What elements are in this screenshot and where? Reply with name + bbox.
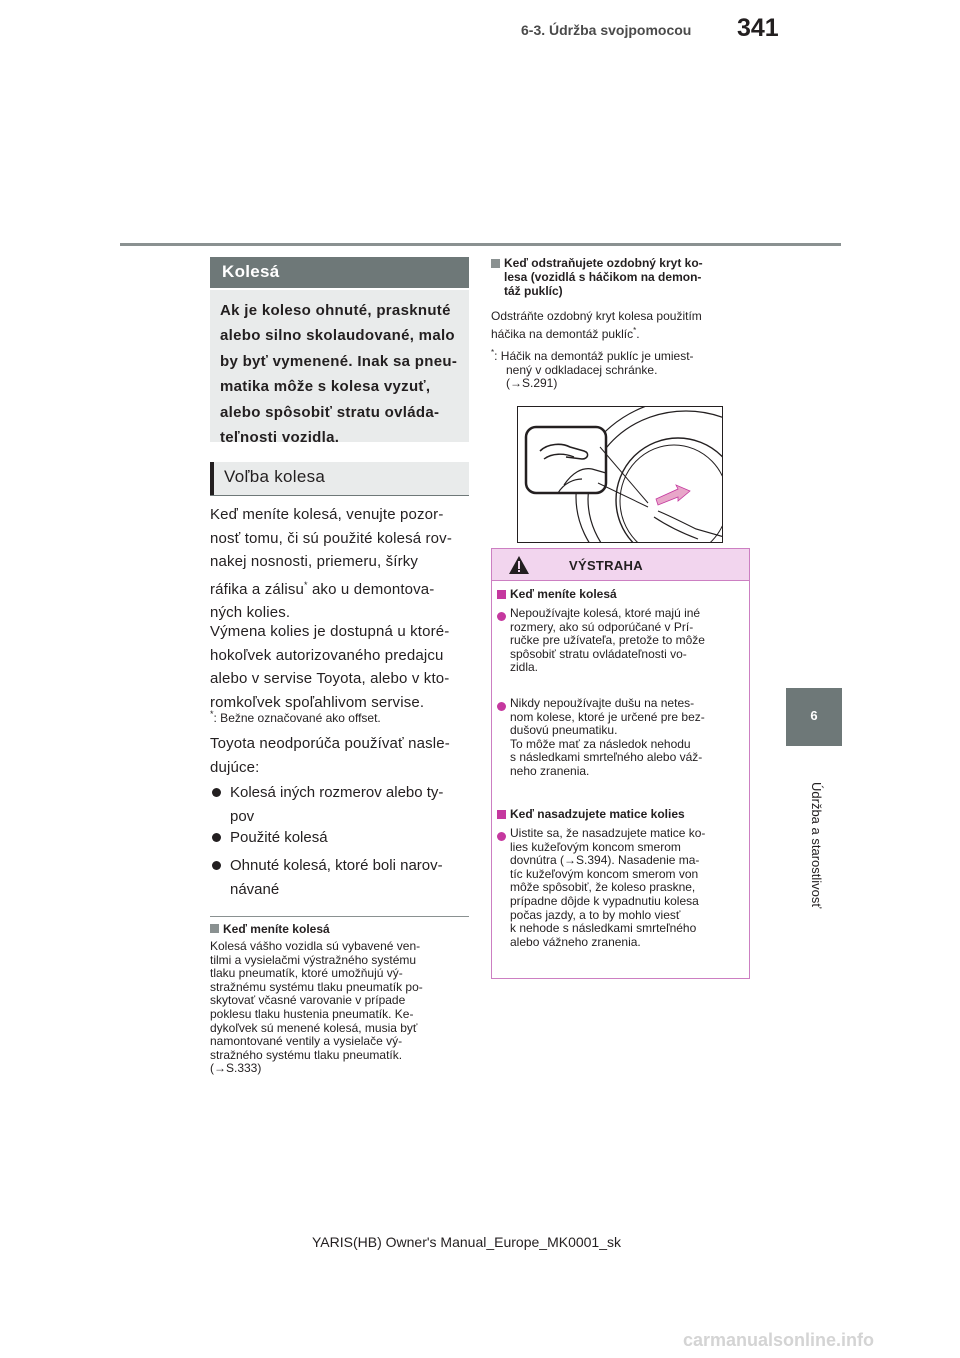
note-divider: [210, 916, 469, 917]
important-notice-box: [210, 290, 469, 447]
page-reference-link[interactable]: (→S.333): [210, 1061, 262, 1076]
square-bullet-icon: [491, 259, 500, 268]
text-line: dujúce:: [210, 758, 260, 776]
text-fragment: : Háčik na demontáž puklíc je umiest-: [494, 349, 694, 363]
hubcap-illustration-svg: [518, 407, 723, 543]
warning-triangle-icon: [508, 555, 530, 575]
text-line: zidla.: [510, 660, 539, 675]
caution-item: [510, 827, 740, 949]
text-line: Nepoužívajte kolesá, ktoré majú iné: [510, 606, 701, 620]
arrow-icon: [656, 485, 690, 505]
note-body: [210, 940, 472, 1076]
text-line: nený v odkladacej schránke.: [506, 362, 658, 377]
chapter-title: [777, 782, 857, 1012]
text-line: Uistite sa, že nasadzujete matice ko-: [510, 826, 706, 840]
text-line: ných kolies.: [210, 604, 291, 621]
text-line: počas jazdy, a to by mohlo viesť: [510, 907, 681, 922]
text-line: ručke pre užívateľa, pretože to môže: [510, 633, 705, 648]
chapter-number: 6: [810, 708, 818, 723]
footnote-marker: *: [303, 579, 308, 590]
caution-header: [492, 549, 749, 581]
text-line: nakej nosnosti, priemeru, šírky: [210, 553, 419, 570]
text-fragment: ako u demontova-: [307, 580, 435, 598]
text-line: lies kužeľovým koncom smerom: [510, 839, 681, 854]
text-line: háčika na demontáž puklíc*.: [491, 325, 640, 341]
square-bullet-icon: [497, 810, 506, 819]
text-line: Kolesá iných rozmerov alebo ty-: [230, 784, 444, 801]
section-title-text: Kolesá: [222, 262, 280, 281]
text-line: poklesu tlaku hustenia pneumatík. Ke-: [210, 1006, 414, 1021]
text-line: namontované ventily a vysielače vý-: [210, 1034, 403, 1049]
square-bullet-icon: [210, 924, 219, 933]
text-line: Odstráňte ozdobný kryt kolesa použitím: [491, 309, 702, 323]
subsection-rule: [210, 495, 469, 496]
watermark[interactable]: carmanualsonline.info: [683, 1330, 875, 1350]
wheel-cover-body: [491, 310, 753, 341]
hubcap-removal-illustration: [517, 406, 723, 543]
text-line: stražnému systému tlaku pneumatík po-: [210, 979, 423, 994]
subsection-heading: [210, 462, 469, 495]
bullet-dot-icon: [497, 702, 506, 711]
text-line: Kolesá vášho vozidla sú vybavené ven-: [210, 939, 421, 953]
chapter-title-text: Údržba a starostlivosť: [809, 782, 824, 909]
text-line: hokoľvek autorizovaného predajcu: [210, 646, 444, 664]
text-line: Keď meníte kolesá, venujte pozor-: [210, 506, 444, 523]
text-line: alebo v servise Toyota, alebo v kto-: [210, 670, 450, 687]
caution-title: VÝSTRAHA: [569, 558, 643, 573]
text-line: skytovať včasné varovanie v prípade: [210, 993, 406, 1008]
page-reference-link[interactable]: (→S.291): [506, 376, 558, 391]
header-rule: [120, 243, 841, 246]
caution-heading: Keď meníte kolesá: [510, 587, 617, 601]
list-item-text: [230, 854, 470, 901]
text-line: dykoľvek sú menené kolesá, musia byť: [210, 1020, 418, 1035]
text-line: prípadne dôjde k vypadnutiu kolesa: [510, 893, 699, 908]
caution-item: [510, 607, 740, 675]
paragraph-replacement: [210, 620, 472, 714]
text-line: s následkami smrteľného alebo váž-: [510, 750, 703, 765]
text-line: k nehode s následkami smrteľného: [510, 921, 697, 936]
text-line: Toyota neodporúča používať nasle-: [210, 735, 450, 752]
bullet-dot-icon: [212, 788, 221, 797]
text-line: Použité kolesá: [230, 829, 328, 846]
list-item-text: [230, 826, 470, 850]
caution-item: [510, 697, 740, 779]
text-line: tíc kužeľovým koncom smerom von: [510, 866, 699, 881]
bullet-dot-icon: [497, 612, 506, 621]
text-line: neho zranenia.: [510, 763, 590, 778]
footnote-marker: *: [210, 709, 214, 719]
text-line: Keď odstraňujete ozdobný kryt ko-: [504, 256, 703, 270]
important-notice-text: Ak je koleso ohnuté, prasknuté alebo silno skolaudované, malo by byť vymenené. Inak sa pneumatika môže s kolesa vyzuť, alebo spôsobiť stratu ovládateľnosti vozidla.: [220, 302, 457, 447]
text-line: To môže mať za následok nehodu: [510, 736, 691, 751]
text-line: nom kolese, ktoré je určené pre bez-: [510, 709, 705, 724]
text-line: dušovú pneumatiku.: [510, 723, 618, 738]
text-line: rozmery, ako sú odporúčané v Prí-: [510, 619, 694, 634]
bullet-dot-icon: [212, 861, 221, 870]
text-line: Výmena kolies je dostupná u ktoré-: [210, 623, 450, 640]
list-item-text: [230, 781, 470, 828]
footnote-marker: *: [491, 348, 495, 357]
subsection-heading-text: Voľba kolesa: [224, 467, 326, 486]
section-title-bar: [210, 257, 469, 288]
text-line: návané: [230, 880, 280, 898]
text-line: Ohnuté kolesá, ktoré boli narov-: [230, 857, 443, 874]
text-line: tlaku pneumatík, ktoré umožňujú vý-: [210, 966, 403, 981]
paragraph-not-recommended: [210, 732, 472, 779]
bullet-dot-icon: [212, 833, 221, 842]
text-line: Nikdy nepoužívajte dušu na netes-: [510, 696, 695, 710]
bullet-dot-icon: [497, 832, 506, 841]
section-title: 6-3. Údržba svojpomocou: [521, 22, 692, 38]
text-line: môže spôsobiť, že koleso praskne,: [510, 880, 696, 895]
text-line: alebo vážneho zranenia.: [510, 934, 641, 949]
text-fragment: háčika na demontáž puklíc: [491, 326, 634, 341]
text-line: [210, 574, 472, 602]
footnote-text: : Bežne označované ako offset.: [213, 711, 381, 725]
footnote-marker: *: [633, 325, 637, 335]
text-line: táž puklíc): [504, 284, 563, 298]
text-line: spôsobiť stratu ovládateľnosti vo-: [510, 646, 687, 661]
text-fragment: ráfika a zálisu: [210, 580, 304, 598]
text-line: lesa (vozidlá s háčikom na demon-: [504, 270, 702, 284]
document-footer: YARIS(HB) Owner's Manual_Europe_MK0001_sk: [312, 1234, 621, 1250]
caution-heading: Keď nasadzujete matice kolies: [510, 807, 685, 821]
wheel-cover-heading-text: [504, 256, 749, 298]
text-line: dovnútra (→S.394). Nasadenie ma-: [510, 853, 700, 868]
wheel-cover-footnote: [491, 346, 753, 391]
note-heading-text: Keď meníte kolesá: [223, 922, 330, 936]
text-line: tilmi a vysielačmi výstražného systému: [210, 952, 417, 967]
text-line: nosť tomu, či sú použité kolesá rov-: [210, 529, 452, 547]
text-line: [491, 346, 753, 364]
square-bullet-icon: [497, 590, 506, 599]
page-number: 341: [737, 14, 779, 42]
note-heading: [210, 922, 330, 936]
text-line: romkoľvek spoľahlivom servise.: [210, 693, 425, 711]
footnote-offset: [210, 707, 381, 725]
text-line: stražného systému tlaku pneumatík.: [210, 1047, 403, 1062]
paragraph-wheel-choice: [210, 503, 472, 625]
text-line: pov: [230, 807, 255, 825]
